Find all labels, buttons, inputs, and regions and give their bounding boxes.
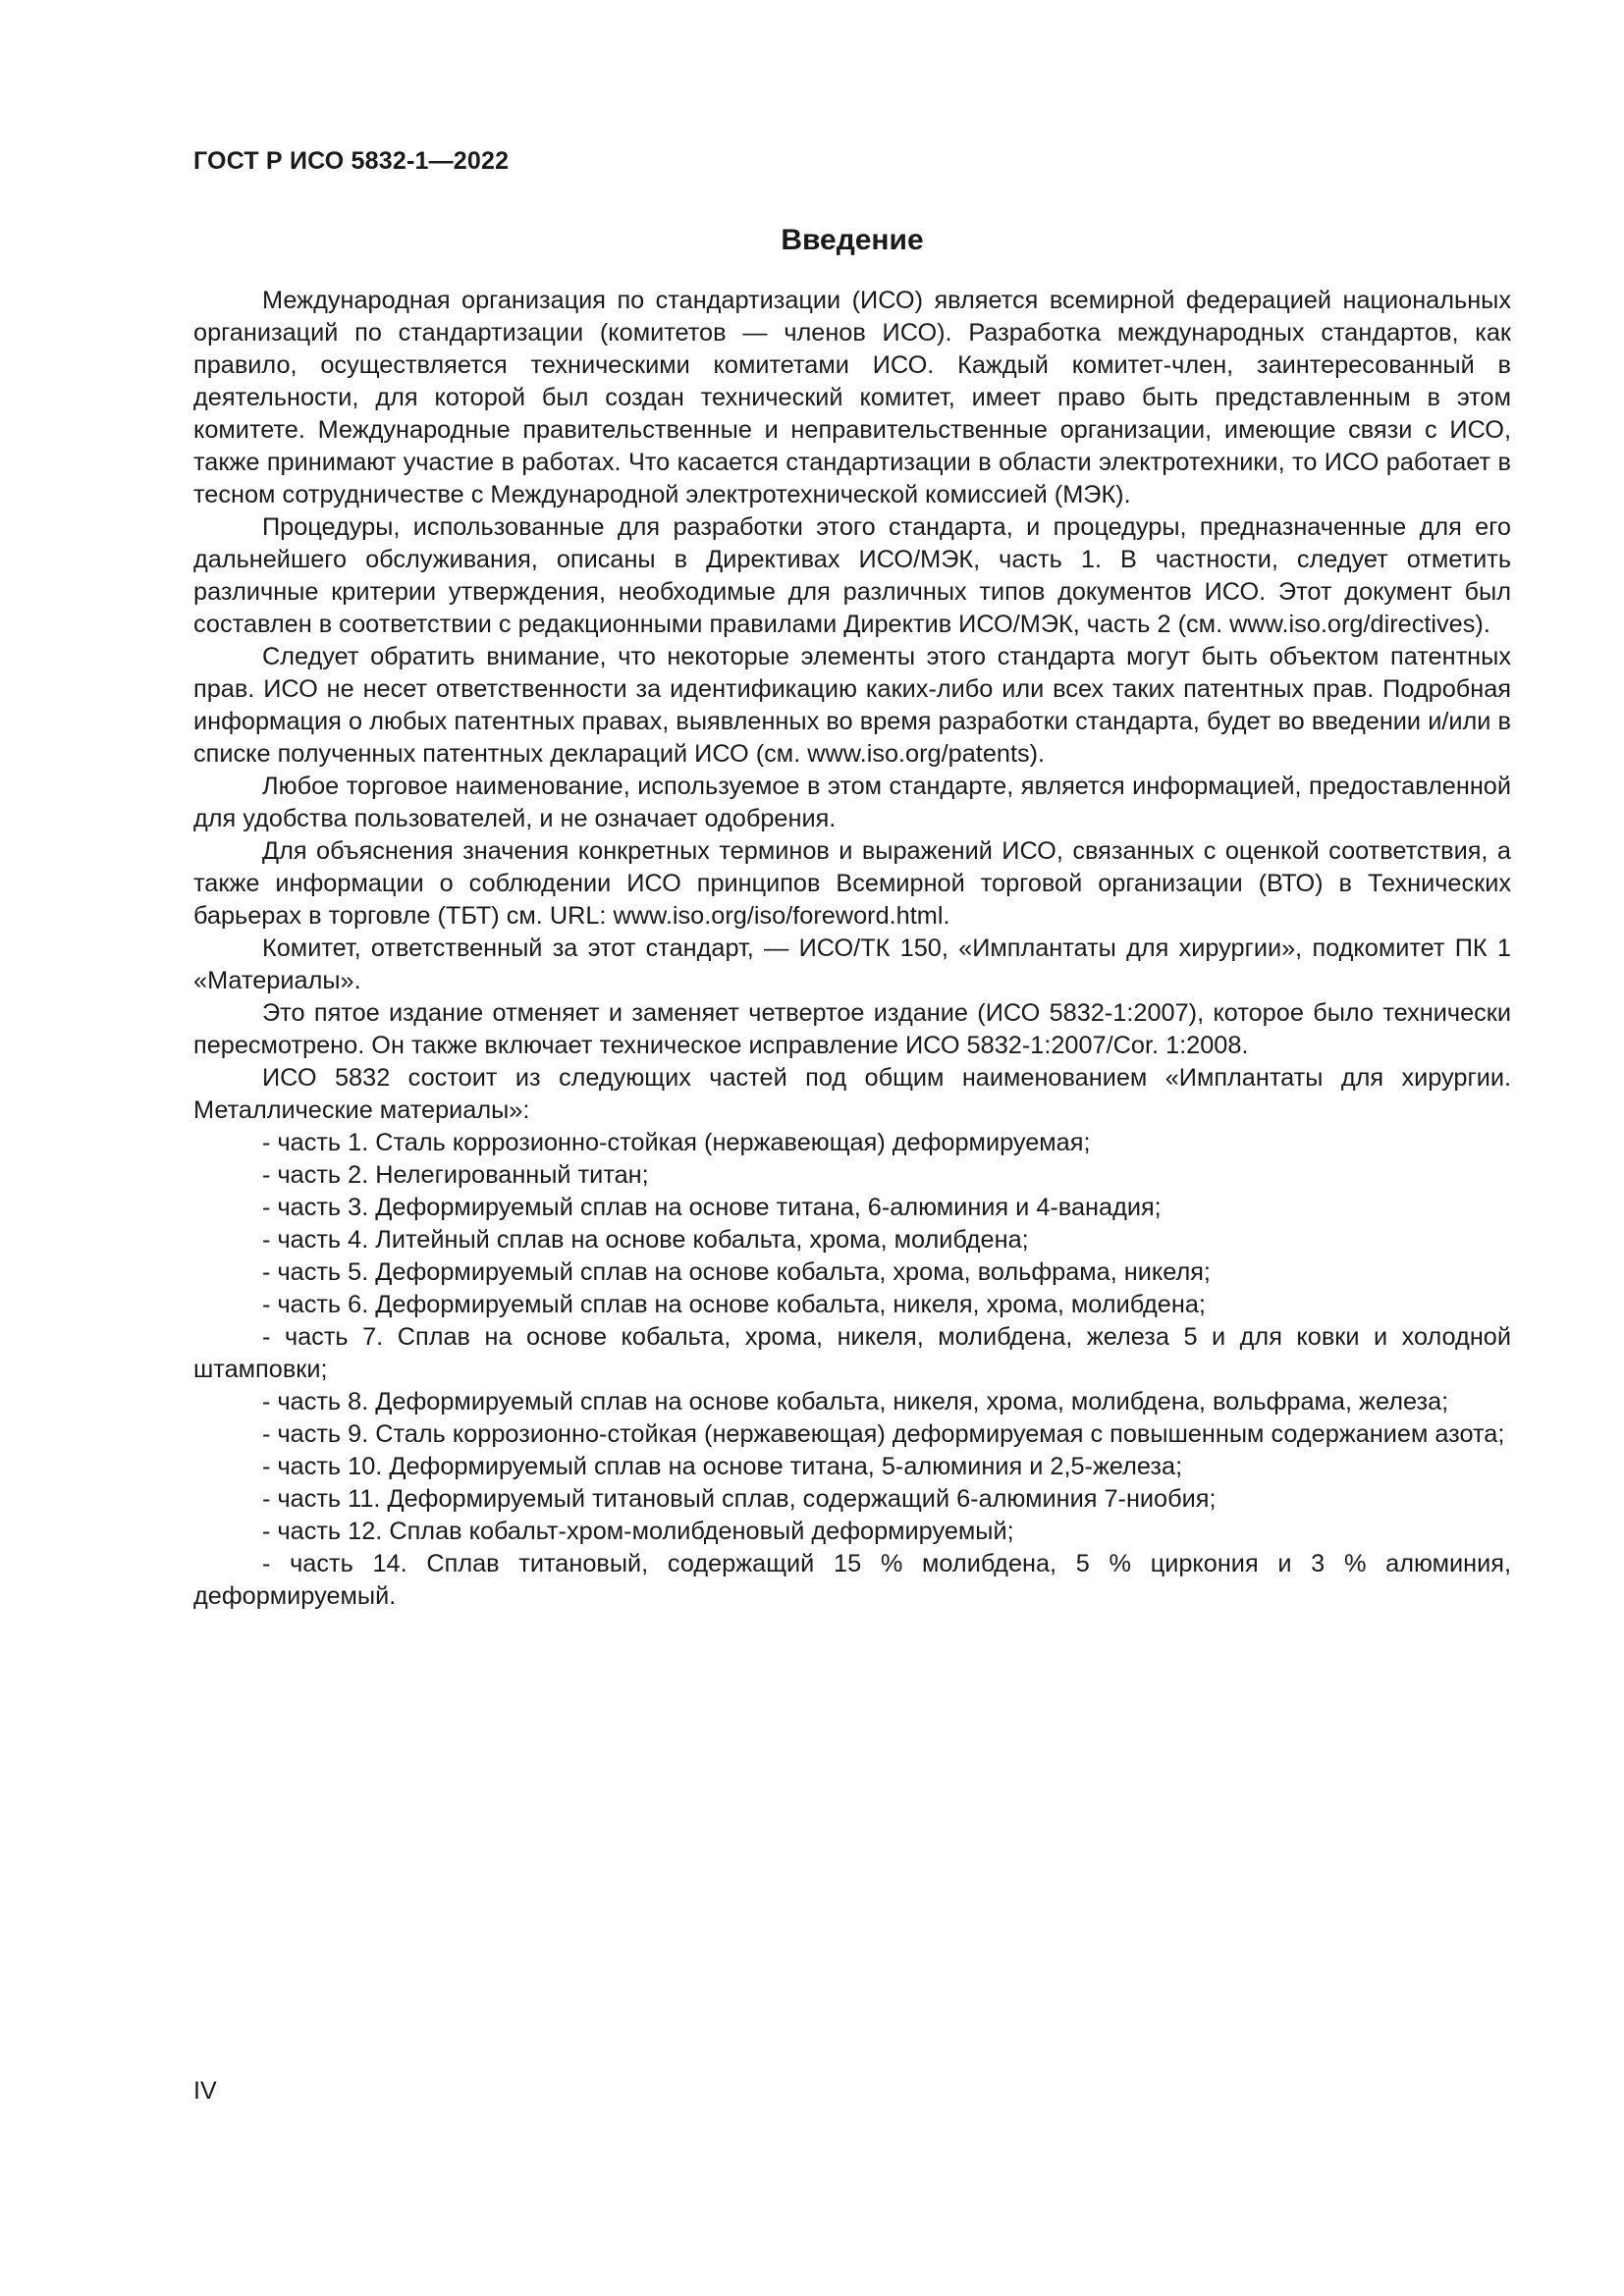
list-item-part-4: - часть 4. Литейный сплав на основе кобальта, хрома, молибдена;	[262, 1226, 1029, 1254]
paragraph: Любое торговое наименование, используемое в этом стандарте, является информацией, предоставленной для удобства пользователей, и не означает одобрения.	[193, 773, 1511, 832]
list-item-part-7: - часть 7. Сплав на основе кобальта, хрома, никеля, молибдена, железа 5 и для ковки и холодной штамповки;	[193, 1323, 1511, 1383]
paragraph: Для объяснения значения конкретных терминов и выражений ИСО, связанных с оценкой соответствия, а также информации о соблюдении ИСО принципов Всемирной торговой организации (ВТО) в Технических барьерах в торговле (ТБТ) см. URL: www.iso.org/iso/foreword.html.	[193, 837, 1511, 930]
list-item-part-9: - часть 9. Сталь коррозионно-стойкая (нержавеющая) деформируемая с повышенным содержанием азота;	[262, 1420, 1505, 1448]
paragraph: Процедуры, использованные для разработки этого стандарта, и процедуры, предназначенные для его дальнейшего обслуживания, описаны в Директивах ИСО/МЭК, часть 1. В частности, следует отметить различные критерии утверждения, необходимые для различных типов документов ИСО. Этот документ был составлен в соответствии с редакционными правилами Директив ИСО/МЭК, часть 2 (см. www.iso.org/directives).	[193, 513, 1511, 638]
paragraph: Следует обратить внимание, что некоторые элементы этого стандарта могут быть объектом патентных прав. ИСО не несет ответственности за идентификацию каких-либо или всех таких патентных прав. Подробная информация о любых патентных правах, выявленных во время разработки стандарта, будет во введении и/или в списке полученных патентных деклараций ИСО (см. www.iso.org/patents).	[193, 643, 1511, 768]
list-item-part-8: - часть 8. Деформируемый сплав на основе кобальта, никеля, хрома, молибдена, вольфрама, железа;	[262, 1388, 1449, 1415]
list-item-part-2: - часть 2. Нелегированный титан;	[262, 1161, 649, 1189]
paragraph: Комитет, ответственный за этот стандарт, — ИСО/ТК 150, «Имплантаты для хирургии», подкомитет ПК 1 «Материалы».	[193, 934, 1511, 994]
list-item-part-3: - часть 3. Деформируемый сплав на основе титана, 6-алюминия и 4-ванадия;	[262, 1194, 1162, 1221]
list-item-part-10: - часть 10. Деформируемый сплав на основе титана, 5-алюминия и 2,5-железа;	[262, 1453, 1183, 1480]
parts-list	[193, 1127, 1511, 1613]
paragraph: ИСО 5832 состоит из следующих частей под общим наименованием «Имплантаты для хирургии. Металлические материалы»:	[193, 1064, 1511, 1124]
list-item-part-6: - часть 6. Деформируемый сплав на основе кобальта, никеля, хрома, молибдена;	[262, 1291, 1206, 1318]
introduction-body	[193, 285, 1511, 1613]
document-designation: ГОСТ Р ИСО 5832-1—2022	[193, 147, 510, 175]
list-item-part-12: - часть 12. Сплав кобальт-хром-молибденовый деформируемый;	[262, 1518, 1014, 1545]
paragraph: Международная организация по стандартизации (ИСО) является всемирной федерацией национальных организаций по стандартизации (комитетов — членов ИСО). Разработка международных стандартов, как правило, осуществляется техническими комитетами ИСО. Каждый комитет-член, заинтересованный в деятельности, для которой был создан технический комитет, имеет право быть представленным в этом комитете. Международные правительственные и неправительственные организации, имеющие связи с ИСО, также принимают участие в работах. Что касается стандартизации в области электротехники, то ИСО работает в тесном сотрудничестве с Международной электротехнической комиссией (МЭК).	[193, 287, 1511, 508]
page-number: IV	[193, 2077, 217, 2105]
paragraph: Это пятое издание отменяет и заменяет четвертое издание (ИСО 5832-1:2007), которое было технически пересмотрено. Он также включает техническое исправление ИСО 5832-1:2007/Cor. 1:2008.	[193, 999, 1511, 1059]
list-item-part-14: - часть 14. Сплав титановый, содержащий 15 % молибдена, 5 % циркония и 3 % алюминия, деформируемый.	[193, 1550, 1511, 1610]
list-item-part-11: - часть 11. Деформируемый титановый сплав, содержащий 6-алюминия 7-ниобия;	[262, 1485, 1217, 1513]
list-item-part-1: - часть 1. Сталь коррозионно-стойкая (нержавеющая) деформируемая;	[262, 1129, 1091, 1156]
list-item-part-5: - часть 5. Деформируемый сплав на основе кобальта, хрома, вольфрама, никеля;	[262, 1258, 1211, 1286]
section-title: Введение	[781, 224, 924, 256]
